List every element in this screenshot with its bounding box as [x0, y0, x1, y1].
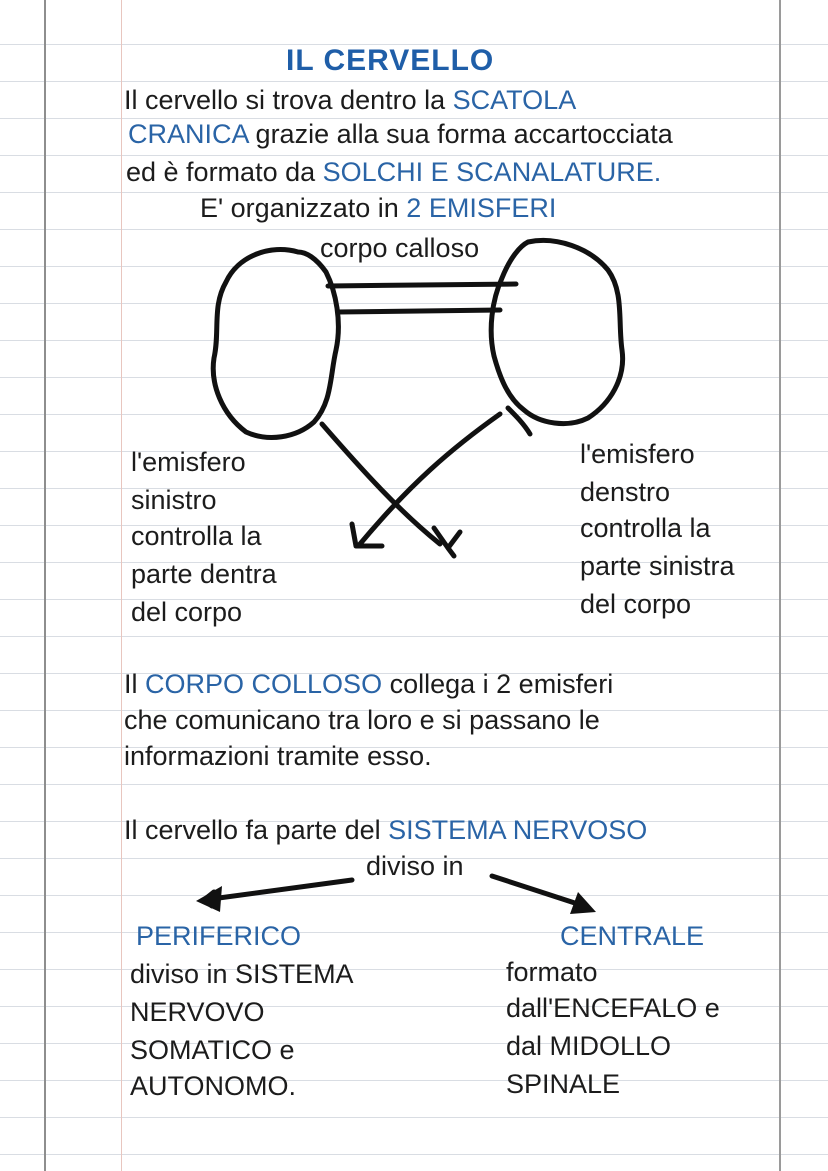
keyword-sistema-nervoso: SISTEMA NERVOSO — [388, 815, 648, 845]
cross-arrow-left-shaft — [322, 424, 440, 544]
para3-line-1-a: Il cervello fa parte del — [124, 815, 381, 845]
right-desc-3: controlla la — [580, 513, 711, 543]
intro-line-2-text: grazie alla sua forma accartocciata — [255, 119, 673, 149]
para2-line-1-c: collega i 2 emisferi — [389, 669, 614, 699]
keyword-corpo-colloso: CORPO COLLOSO — [145, 669, 383, 699]
para2-line-3: informazioni tramite esso. — [124, 741, 432, 771]
right-desc-2: denstro — [580, 477, 671, 507]
arrow-to-periferico-tip — [196, 886, 222, 912]
intro-line-4-text: E' organizzato in — [200, 193, 399, 223]
periferico-desc-3: SOMATICO e — [130, 1035, 295, 1065]
left-desc-2: sinistro — [131, 485, 217, 515]
corpo-calloso-line-bottom — [338, 310, 500, 312]
right-desc-4: parte sinistra — [580, 551, 735, 581]
intro-line-3-text: ed è formato da — [126, 157, 316, 187]
cross-arrow-right-shaft — [360, 414, 500, 544]
right-desc-1: l'emisfero — [580, 439, 695, 469]
keyword-solchi: SOLCHI E SCANALATURE. — [322, 157, 662, 187]
arrow-to-periferico — [204, 880, 352, 900]
para2-line-1-a: Il — [124, 669, 138, 699]
branch-periferico-title: PERIFERICO — [136, 921, 302, 951]
para2-line-1 — [124, 668, 613, 700]
arrow-to-centrale — [492, 876, 584, 906]
left-desc-3: controlla la — [131, 521, 262, 551]
keyword-cranica: CRANICA — [128, 119, 249, 149]
centrale-desc-3: dal MIDOLLO — [506, 1031, 672, 1061]
left-desc-1: l'emisfero — [131, 447, 246, 477]
centrale-desc-1: formato — [506, 957, 598, 987]
left-desc-4: parte dentra — [131, 559, 277, 589]
left-hemisphere — [213, 250, 338, 438]
intro-line-1-text: Il cervello si trova dentro la — [124, 85, 446, 115]
corpo-calloso-label: corpo calloso — [320, 233, 480, 263]
diviso-in-label: diviso in — [366, 851, 464, 881]
branch-centrale-title: CENTRALE — [560, 921, 705, 951]
right-hemisphere — [491, 240, 622, 423]
centrale-desc-4: SPINALE — [506, 1069, 621, 1099]
right-desc-5: del corpo — [580, 589, 692, 619]
corpo-calloso-line-top — [328, 284, 516, 286]
page-title: IL CERVELLO — [286, 44, 495, 77]
periferico-desc-2: NERVOVO — [130, 997, 265, 1027]
keyword-emisferi: 2 EMISFERI — [406, 193, 557, 223]
left-desc-5: del corpo — [131, 597, 243, 627]
keyword-scatola: SCATOLA — [452, 85, 577, 115]
para2-line-2: che comunicano tra loro e si passano le — [124, 705, 600, 735]
periferico-desc-1: diviso in SISTEMA — [130, 959, 354, 989]
para3-line-1 — [124, 814, 647, 846]
periferico-desc-4: AUTONOMO. — [130, 1071, 297, 1101]
centrale-desc-2: dall'ENCEFALO e — [506, 993, 720, 1023]
